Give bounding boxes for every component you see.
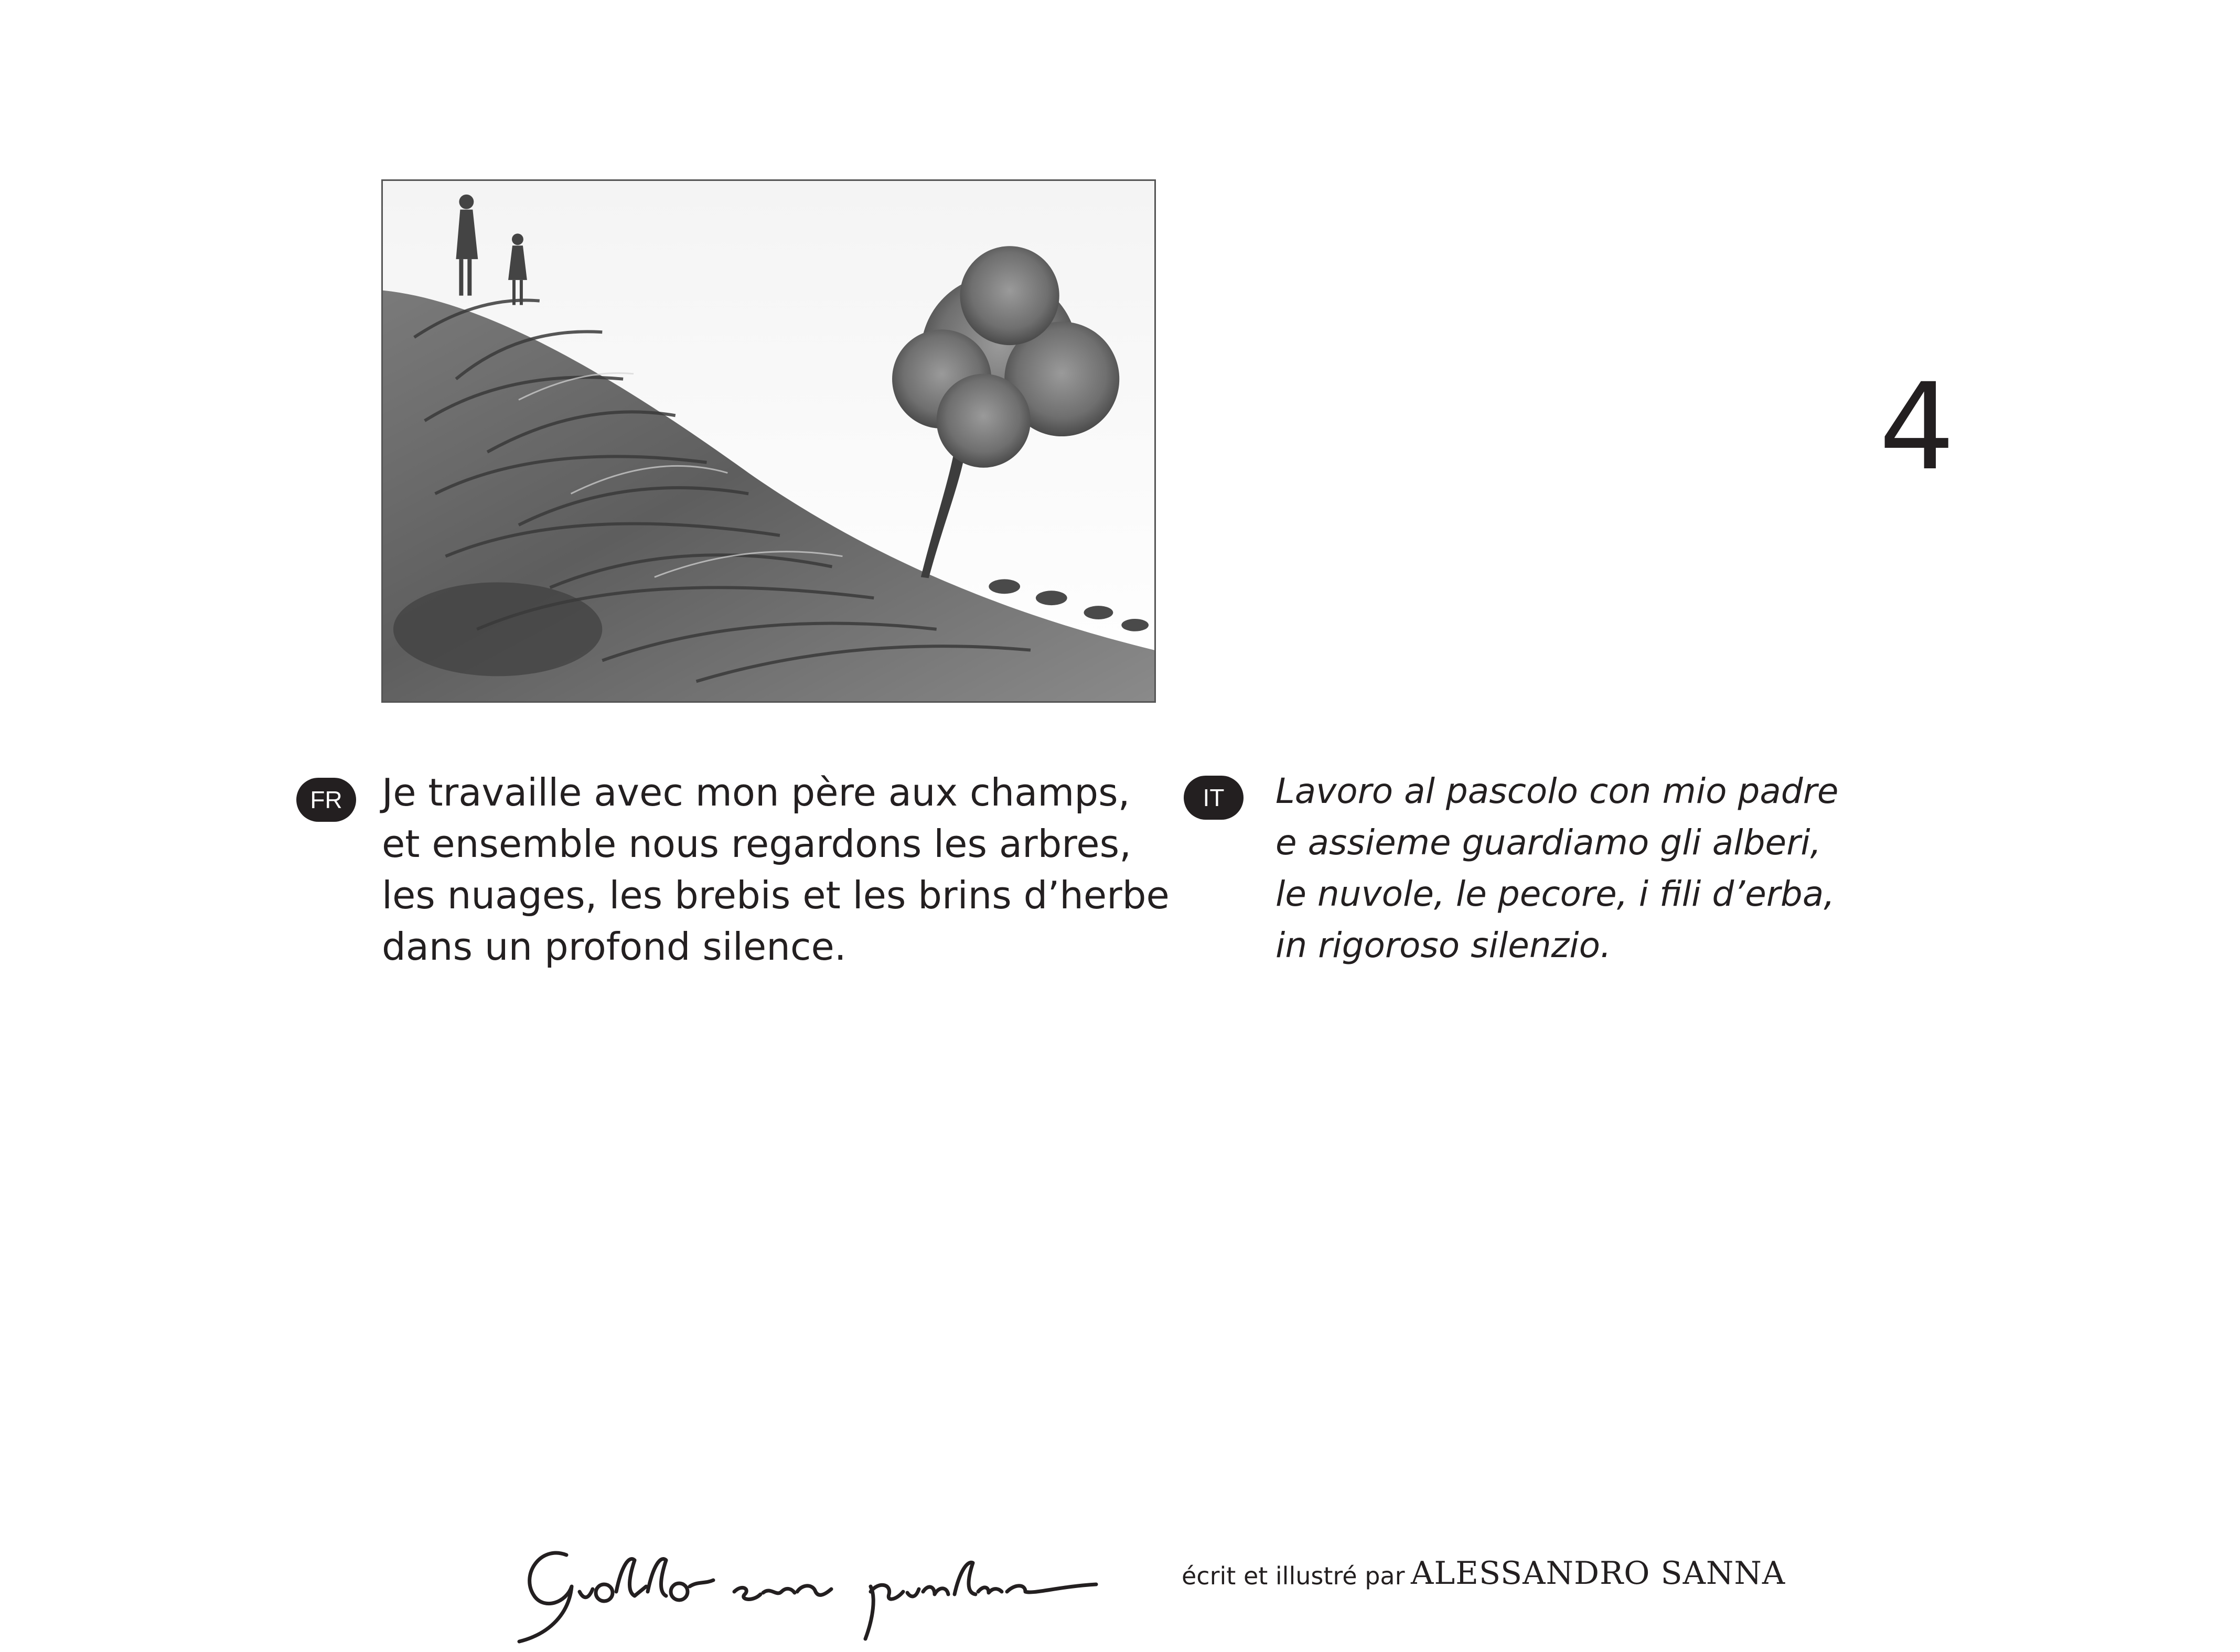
- italian-badge: IT: [1184, 776, 1244, 820]
- author-name: ALESSANDRO SANNA: [1411, 1555, 1786, 1592]
- handwritten-title-graphic: [509, 1534, 1138, 1644]
- page-number: 4: [1879, 357, 1955, 497]
- french-badge: FR: [296, 778, 356, 822]
- italian-line: e assieme guardiamo gli alberi,: [1276, 822, 1821, 863]
- italian-line: le nuvole, le pecore, i fili d’erba,: [1276, 874, 1835, 914]
- book-title-script: [509, 1534, 1138, 1644]
- italian-line: Lavoro al pascolo con mio padre: [1276, 771, 1839, 811]
- french-line: les nuages, les brebis et les brins d’herbe: [382, 873, 1170, 917]
- credit-line: écrit et illustré par: [1182, 1562, 1405, 1590]
- illustration: [381, 179, 1156, 703]
- italian-text: [1276, 766, 1838, 971]
- french-line: dans un profond silence.: [382, 925, 846, 969]
- french-line: Je travaille avec mon père aux champs,: [382, 770, 1130, 814]
- illustration-graphic: [383, 181, 1154, 701]
- shadow-patch: [393, 582, 602, 676]
- italian-line: in rigoroso silenzio.: [1276, 925, 1611, 966]
- french-line: et ensemble nous regardons les arbres,: [382, 822, 1131, 866]
- french-text: [382, 767, 1170, 972]
